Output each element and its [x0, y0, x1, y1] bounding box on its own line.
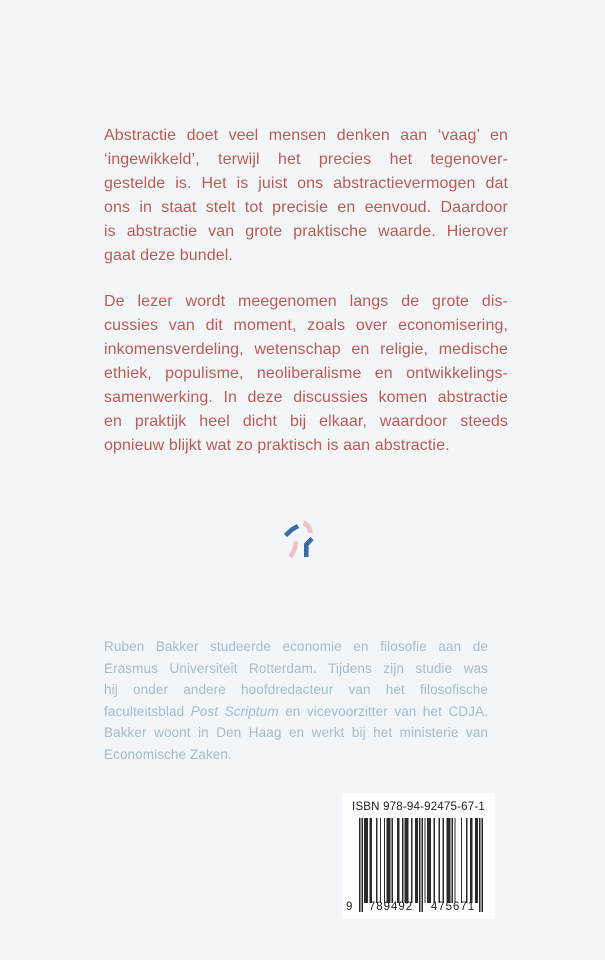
author-bio [104, 636, 488, 765]
logo-stroke-top-left [286, 526, 299, 536]
synopsis-line: ‘ingewikkeld’, terwijl het precies het tegenover- [104, 151, 508, 168]
publisher-logo-icon [284, 521, 314, 561]
author-bio-line: Bakker woont in Den Haag en werkt bij het ministerie van [104, 725, 488, 740]
synopsis-line: opnieuw blijkt wat zo praktisch is aan abstractie. [104, 437, 450, 454]
isbn-label: ISBN 978-94-92475-67-1 [352, 801, 485, 813]
synopsis-line: samenwerking. In deze discussies komen abstractie [104, 389, 508, 406]
synopsis-line: ons in staat stelt tot precisie en eenvoud. Daardoor [104, 199, 508, 216]
synopsis-paragraph-1 [104, 124, 508, 268]
synopsis-line: gestelde is. Het is juist ons abstractievermogen dat [104, 175, 508, 192]
author-bio-italic-title: Post Scriptum [190, 703, 279, 719]
isbn-barcode-panel [342, 793, 495, 919]
synopsis-line: De lezer wordt meegenomen langs de grote dis- [104, 293, 508, 310]
barcode-digit-group-1: 789492 [368, 901, 414, 913]
synopsis-line: is abstractie van grote praktische waarde. Hierover [104, 223, 508, 240]
author-bio-text: en vicevoorzitter van het CDJA. [278, 703, 488, 719]
synopsis-line: en praktijk heel dicht bij elkaar, waardoor steeds [104, 413, 508, 430]
author-bio-line: Erasmus Universiteit Rotterdam. Tijdens zijn studie was [104, 660, 488, 676]
author-bio-line: Ruben Bakker studeerde economie en filosofie aan de [104, 639, 488, 654]
author-bio-line [104, 701, 488, 723]
synopsis-line: Abstractie doet veel mensen denken aan ‘vaag’ en [104, 127, 508, 144]
author-bio-text: faculteitsblad [104, 703, 191, 719]
author-bio-line: hij onder andere hoofdredacteur van het filosofische [104, 682, 488, 697]
barcode-digit-group-2: 475671 [430, 901, 476, 913]
logo-stroke-bottom-right [306, 539, 312, 558]
logo-stroke-bottom-left [290, 542, 296, 558]
ean13-barcode [359, 818, 483, 912]
synopsis-line: inkomensverdeling, wetenschap en religie, medische [104, 341, 508, 358]
synopsis-line: gaat deze bundel. [104, 247, 233, 264]
author-bio-line: Economische Zaken. [104, 746, 232, 762]
synopsis-line: cussies van dit moment, zoals over economisering, [104, 317, 508, 334]
logo-stroke-top-right [304, 523, 311, 533]
synopsis-paragraph-2 [104, 290, 508, 458]
barcode-digit-left: 9 [346, 901, 354, 913]
synopsis-line: ethiek, populisme, neoliberalisme en ontwikkelings- [104, 365, 508, 382]
